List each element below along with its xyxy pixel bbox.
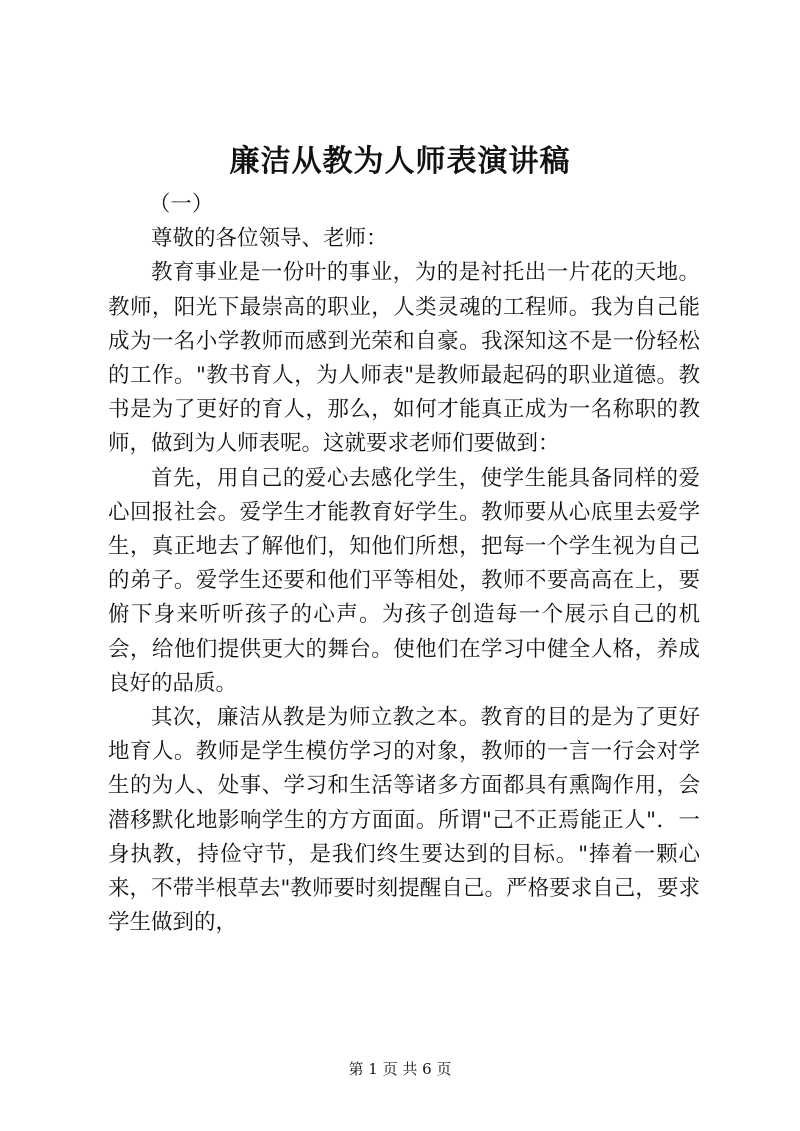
section-label: （一） bbox=[148, 192, 214, 217]
salutation: 尊敬的各位领导、老师： bbox=[151, 226, 388, 252]
document-body bbox=[108, 188, 700, 940]
paragraph-1: 教育事业是一份叶的事业，为的是衬托出一片花的天地。教师，阳光下最崇高的职业，人类灵魂的工程师。我为自己能成为一名小学教师而感到光荣和自豪。我深知这不是一份轻松的工作。"教书育人，为人师表"是教师最起码的职业道德。教书是为了更好的育人，那么，如何才能真正成为一名称职的教师，做到为人师表呢。这就要求老师们要做到： bbox=[108, 260, 700, 457]
paragraph-3: 其次，廉洁从教是为师立教之本。教育的目的是为了更好地育人。教师是学生模仿学习的对象，教师的一言一行会对学生的为人、处事、学习和生活等诸多方面都具有熏陶作用，会潜移默化地影响学生的方方面面。所谓"己不正焉能正人"．一身执教，持俭守节，是我们终生要达到的目标。"捧着一颗心来，不带半根草去"教师要时刻提醒自己。严格要求自己，要求学生做到的， bbox=[108, 705, 700, 936]
document-title: 廉洁从教为人师表演讲稿 bbox=[229, 144, 571, 179]
page-footer: 第 1 页 共 6 页 bbox=[348, 1060, 452, 1078]
paragraph-2: 首先，用自己的爱心去感化学生，使学生能具备同样的爱心回报社会。爱学生才能教育好学生。教师要从心底里去爱学生，真正地去了解他们，知他们所想，把每一个学生视为自己的弟子。爱学生还要和他们平等相处，教师不要高高在上，要俯下身来听听孩子的心声。为孩子创造每一个展示自己的机会，给他们提供更大的舞台。使他们在学习中健全人格，养成良好的品质。 bbox=[108, 465, 700, 696]
